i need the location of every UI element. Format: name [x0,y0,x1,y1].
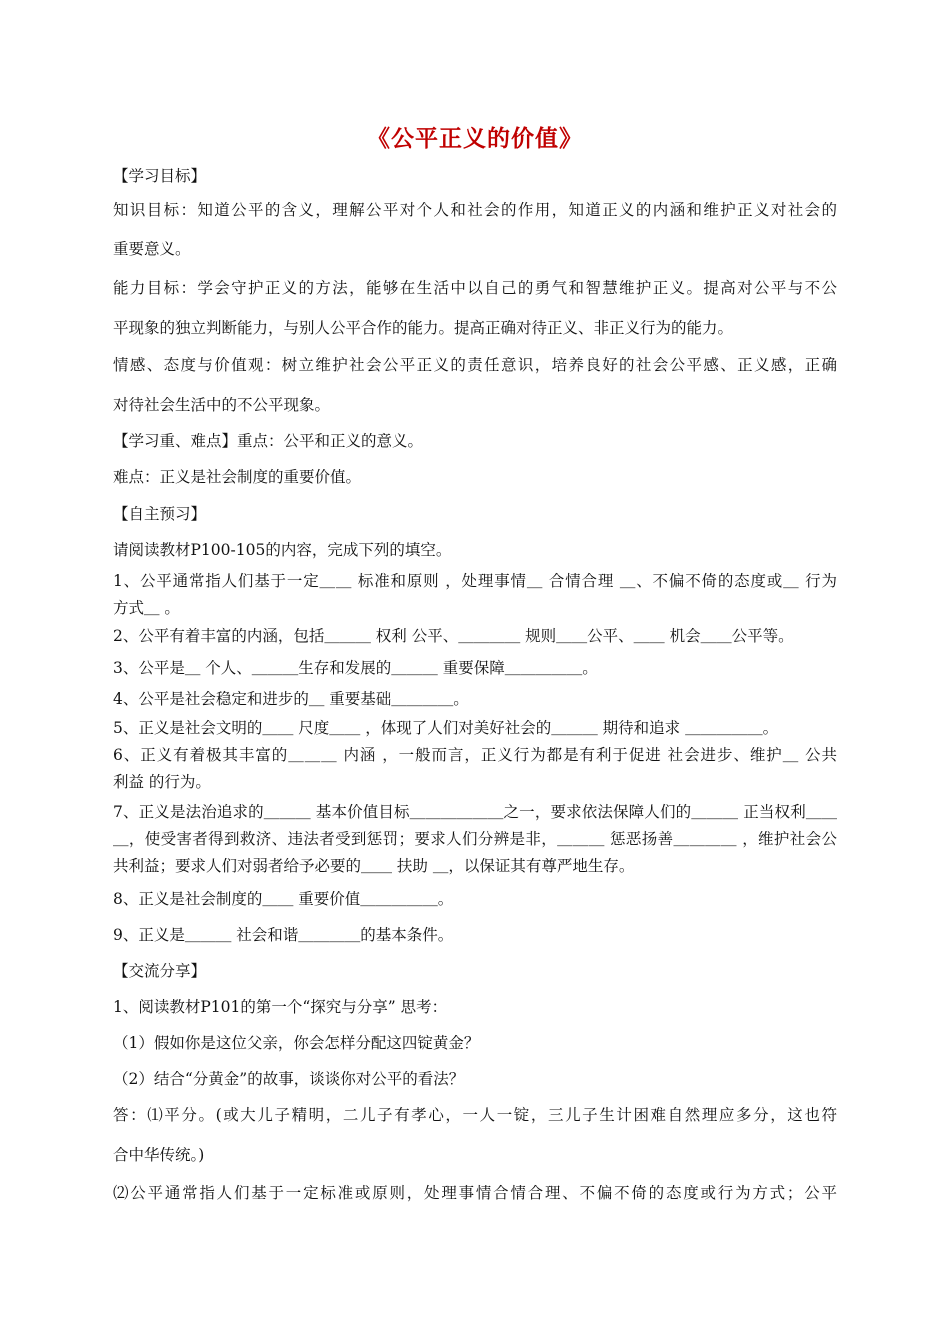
answer-line: 合中华传统。) [113,1146,205,1164]
answer-line: 答：⑴平分。(或大儿子精明，二儿子有孝心，一人一锭，三儿子生计困难自然理应多分，这也符 [113,1106,837,1124]
fill-in-item: ＿，使受害者得到救济、违法者受到惩罚；要求人们分辨是非，＿＿＿ 惩恶扬善＿＿＿＿ ，维护社会公 [113,830,837,848]
section-heading-sharing: 【交流分享】 [113,962,207,980]
fill-in-item: 9、正义是＿＿＿ 社会和谐＿＿＿＿的基本条件。 [113,926,454,944]
paragraph-line: 难点：正义是社会制度的重要价值。 [113,468,362,486]
paragraph-line: 重要意义。 [113,240,191,258]
fill-in-item: 2、公平有着丰富的内涵，包括＿＿＿ 权利 公平、＿＿＿＿ 规则＿＿公平、＿＿ 机会＿＿公平等。 [113,627,794,645]
fill-in-item: 5、正义是社会文明的＿＿ 尺度＿＿ ，体现了人们对美好社会的＿＿＿ 期待和追求 ＿＿＿＿＿。 [113,719,779,737]
section-heading-learning-goals: 【学习目标】 [113,167,207,185]
section-heading-preview: 【自主预习】 [113,505,207,523]
fill-in-item: 6、正义有着极其丰富的＿＿＿ 内涵 ，一般而言，正义行为都是有利于促进 社会进步、维护＿ 公共 [113,746,837,764]
section-heading-key-points: 【学习重、难点】重点：公平和正义的意义。 [113,432,424,450]
fill-in-item: 8、正义是社会制度的＿＿ 重要价值＿＿＿＿＿。 [113,890,454,908]
fill-in-item: 共利益；要求人们对弱者给予必要的＿＿ 扶助 ＿，以保证其有尊严地生存。 [113,857,635,875]
fill-in-item: 利益 的行为。 [113,773,211,791]
fill-in-item: 3、公平是＿ 个人、＿＿＿生存和发展的＿＿＿ 重要保障＿＿＿＿＿。 [113,659,598,677]
paragraph-line: 对待社会生活中的不公平现象。 [113,396,331,414]
question-line: （2）结合“分黄金”的故事，谈谈你对公平的看法？ [113,1070,465,1088]
paragraph-line: 能力目标：学会守护正义的方法，能够在生活中以自己的勇气和智慧维护正义。提高对公平与不公 [113,279,837,297]
question-line: 1、阅读教材P101的第一个“探究与分享” 思考： [113,998,448,1016]
document-title: 《公平正义的价值》 [367,126,583,152]
paragraph-line: 知识目标：知道公平的含义，理解公平对个人和社会的作用，知道正义的内涵和维护正义对社会的 [113,201,837,219]
answer-line: ⑵公平通常指人们基于一定标准或原则，处理事情合情合理、不偏不倚的态度或行为方式；公平 [113,1184,837,1202]
fill-in-item: 4、公平是社会稳定和进步的＿ 重要基础＿＿＿＿。 [113,690,469,708]
paragraph-line: 平现象的独立判断能力，与别人公平合作的能力。提高正确对待正义、非正义行为的能力。 [113,319,734,337]
question-line: （1）假如你是这位父亲，你会怎样分配这四锭黄金？ [113,1034,480,1052]
fill-in-item: 7、正义是法治追求的＿＿＿ 基本价值目标＿＿＿＿＿＿之一，要求依法保障人们的＿＿＿ 正当权利＿＿ [113,803,837,821]
fill-in-item: 1、公平通常指人们基于一定＿＿ 标准和原则 ，处理事情＿ 合情合理 ＿、不偏不倚的态度或＿ 行为 [113,572,837,590]
paragraph-line: 情感、态度与价值观：树立维护社会公平正义的责任意识，培养良好的社会公平感、正义感，正确 [113,356,837,374]
fill-in-item: 方式＿ 。 [113,599,180,617]
paragraph-line: 请阅读教材P100-105的内容，完成下列的填空。 [113,541,452,559]
